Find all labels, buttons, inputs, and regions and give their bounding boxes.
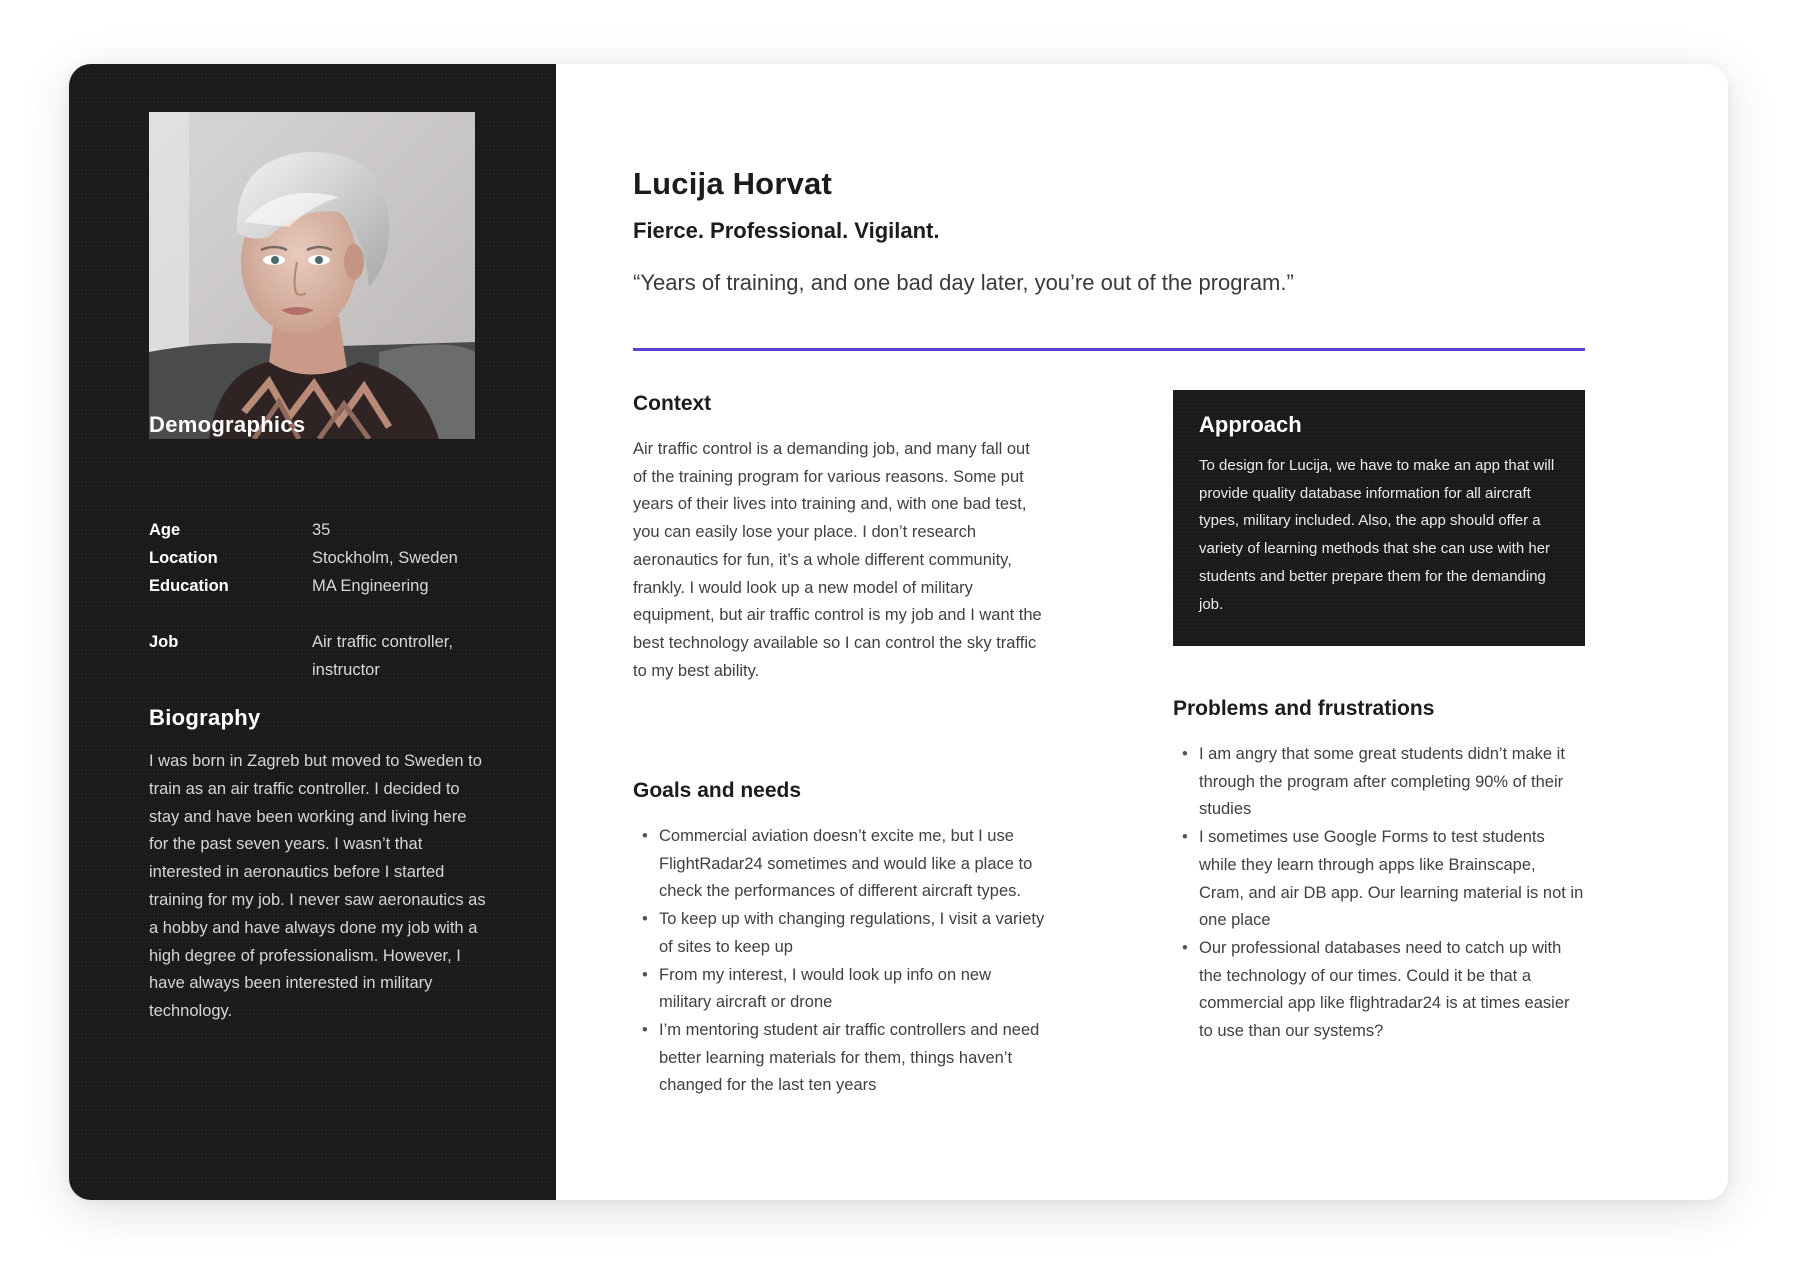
header-divider (633, 348, 1585, 351)
location-value: Stockholm, Sweden (312, 549, 458, 567)
list-item: • I sometimes use Google Forms to test students while they learn through apps like Brainscape, Cram, and air DB app. Our learning material is not in one place (1173, 824, 1585, 935)
job-value: Air traffic controller, instructor (312, 633, 453, 679)
demographics-row-job (149, 628, 509, 684)
demographics-row-education (149, 572, 509, 600)
demographics-row-location (149, 544, 509, 572)
persona-sidebar (69, 64, 556, 1200)
context-text: Air traffic control is a demanding job, and many fall out of the training program for various reasons. Some put years of their lives into training and, with one bad test, you can easily lose your place. I don’t research aeronautics for fun, it’s a whole different community, frankly. I would look up a new model of military equipment, but air traffic control is my job and I want the best technology available so I can control the sky traffic to my best ability. (633, 440, 1042, 680)
education-label: Education (149, 577, 229, 595)
list-item: • I’m mentoring student air traffic controllers and need better learning materials for them, things haven’t changed for the last ten years (633, 1017, 1045, 1100)
persona-quote: “Years of training, and one bad day later, you’re out of the program.” (633, 270, 1294, 295)
demographics-row-age (149, 516, 509, 544)
approach-heading: Approach (1199, 412, 1302, 437)
persona-tagline: Fierce. Professional. Vigilant. (633, 218, 940, 243)
goals-list (633, 823, 1045, 1100)
list-item: • I am angry that some great students didn’t make it through the program after completing 90% of their studies (1173, 741, 1585, 824)
persona-card (69, 64, 1728, 1200)
portrait-image (149, 112, 475, 439)
context-heading: Context (633, 392, 712, 415)
biography-text: I was born in Zagreb but moved to Sweden to train as an air traffic controller. I decided to stay and have been working and living here for the past seven years. I wasn’t that interested in aeronautics before I started training for my job. I never saw aeronautics as a hobby and have always done my job with a high degree of professionalism. However, I have always been interested in military technology. (149, 752, 486, 1021)
problems-heading: Problems and frustrations (1173, 697, 1435, 720)
persona-main (556, 64, 1728, 1200)
problems-list (1173, 741, 1585, 1046)
list-item: • Our professional databases need to catch up with the technology of our times. Could it be that a commercial app like flightradar24 is at times easier to use than our systems? (1173, 935, 1585, 1046)
age-label: Age (149, 521, 181, 539)
demographics-table (149, 516, 509, 684)
approach-text: To design for Lucija, we have to make an app that will provide quality database information for all aircraft types, military included. Also, the app should offer a variety of learning methods that she can use with her students and better prepare them for the demanding job. (1199, 457, 1555, 613)
persona-name: Lucija Horvat (633, 166, 832, 201)
job-label: Job (149, 633, 179, 651)
location-label: Location (149, 549, 218, 567)
education-value: MA Engineering (312, 577, 429, 595)
list-item: • From my interest, I would look up info on new military aircraft or drone (633, 962, 1045, 1017)
list-item: • Commercial aviation doesn’t excite me, but I use FlightRadar24 sometimes and would like a place to check the performances of different aircraft types. (633, 823, 1045, 906)
persona-portrait (149, 112, 475, 439)
demographics-heading: Demographics (149, 412, 306, 437)
goals-heading: Goals and needs (633, 779, 802, 802)
list-item: • To keep up with changing regulations, I visit a variety of sites to keep up (633, 906, 1045, 961)
approach-box (1173, 390, 1585, 646)
biography-heading: Biography (149, 705, 261, 730)
age-value: 35 (312, 521, 331, 539)
